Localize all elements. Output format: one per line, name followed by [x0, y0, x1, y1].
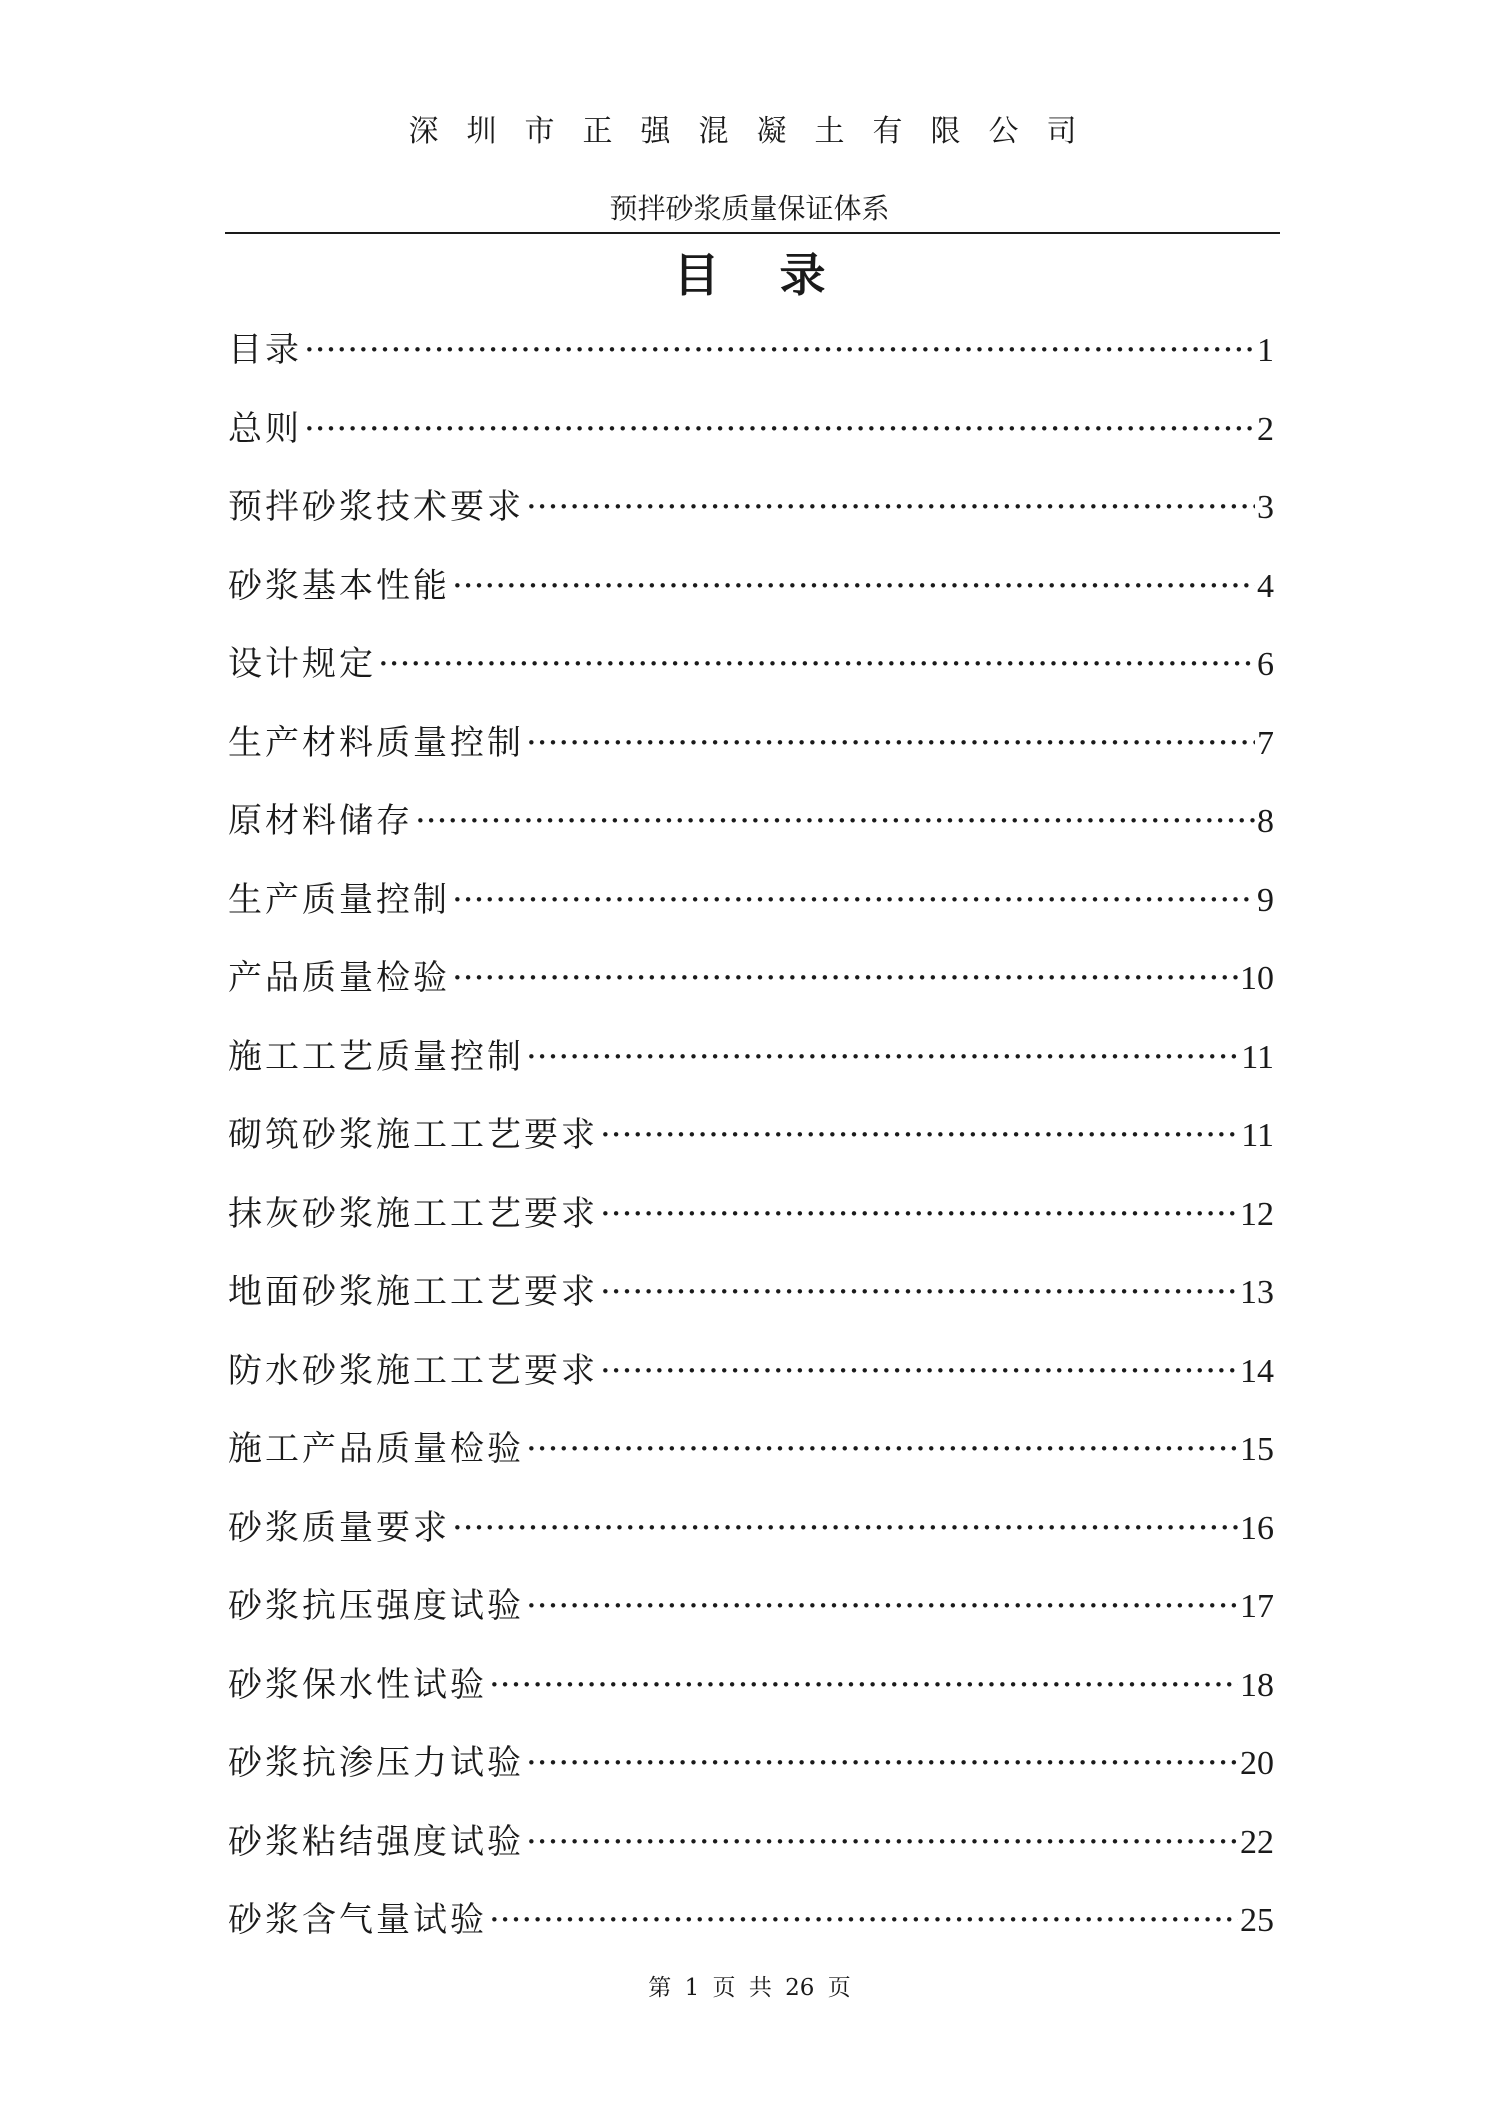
toc-dot-leader: [526, 479, 1255, 535]
toc-dot-leader: [526, 1421, 1238, 1477]
toc-entry-label: 施工工艺质量控制: [228, 1036, 524, 1077]
toc-dot-leader: [526, 1029, 1239, 1085]
toc-entry[interactable]: [228, 793, 1274, 872]
toc-entry[interactable]: [228, 1343, 1274, 1422]
toc-entry[interactable]: [228, 1186, 1274, 1265]
toc-entry[interactable]: [228, 479, 1274, 558]
toc-dot-leader: [526, 715, 1255, 771]
toc-entry-page: 3: [1257, 489, 1274, 526]
table-of-contents: [228, 322, 1274, 1971]
toc-entry-label: 砂浆抗压强度试验: [228, 1586, 524, 1626]
company-name: 深圳市正强混凝土有限公司: [408, 114, 1105, 149]
toc-entry-label: 预拌砂浆技术要求: [228, 487, 524, 527]
toc-dot-leader: [489, 1657, 1238, 1713]
toc-dot-leader: [600, 1107, 1239, 1163]
toc-entry-page: 14: [1240, 1352, 1274, 1390]
toc-entry[interactable]: [228, 1735, 1274, 1814]
toc-dot-leader: [526, 1578, 1238, 1634]
toc-dot-leader: [452, 950, 1238, 1006]
toc-dot-leader: [415, 793, 1255, 849]
toc-entry-page: 22: [1240, 1823, 1274, 1861]
toc-entry[interactable]: [228, 1578, 1274, 1657]
toc-entry[interactable]: [228, 558, 1274, 637]
toc-entry[interactable]: [228, 1657, 1274, 1736]
toc-dot-leader: [378, 636, 1255, 692]
toc-entry[interactable]: [228, 1814, 1274, 1893]
toc-entry-page: 10: [1240, 960, 1274, 997]
toc-entry[interactable]: [228, 1107, 1274, 1186]
toc-entry-page: 17: [1240, 1588, 1274, 1625]
toc-dot-leader: [452, 872, 1255, 928]
toc-entry-page: 9: [1257, 881, 1274, 919]
toc-entry-label: 目录: [228, 330, 302, 370]
toc-entry-label: 施工产品质量检验: [228, 1429, 524, 1469]
page-footer: 第 1 页 共 26 页: [648, 1975, 851, 2001]
toc-dot-leader: [452, 558, 1255, 614]
toc-entry[interactable]: [228, 715, 1274, 794]
toc-entry-page: 13: [1240, 1274, 1274, 1311]
toc-entry[interactable]: [228, 401, 1274, 480]
toc-entry-label: 地面砂浆施工工艺要求: [228, 1272, 598, 1312]
toc-entry-page: 20: [1240, 1745, 1274, 1782]
toc-entry-page: 11: [1241, 1038, 1274, 1076]
toc-dot-leader: [489, 1892, 1238, 1948]
toc-entry[interactable]: [228, 1500, 1274, 1579]
toc-entry-label: 防水砂浆施工工艺要求: [228, 1350, 598, 1391]
toc-entry[interactable]: [228, 1264, 1274, 1343]
toc-entry-label: 砂浆抗渗压力试验: [228, 1743, 524, 1783]
header-rule: [225, 232, 1280, 234]
toc-entry-label: 设计规定: [228, 644, 376, 684]
toc-entry-label: 砂浆粘结强度试验: [228, 1821, 524, 1862]
toc-entry-page: 15: [1240, 1431, 1274, 1468]
toc-entry-page: 2: [1257, 410, 1274, 448]
toc-entry[interactable]: [228, 322, 1274, 401]
toc-entry-page: 11: [1241, 1117, 1274, 1154]
toc-entry-page: 6: [1257, 646, 1274, 683]
toc-entry[interactable]: [228, 950, 1274, 1029]
toc-dot-leader: [526, 1814, 1238, 1870]
toc-entry-label: 原材料储存: [228, 801, 413, 841]
toc-entry[interactable]: [228, 1029, 1274, 1108]
toc-entry-page: 16: [1240, 1509, 1274, 1547]
toc-entry-page: 1: [1257, 332, 1274, 369]
toc-entry-page: 25: [1240, 1902, 1274, 1939]
toc-entry[interactable]: [228, 1421, 1274, 1500]
toc-dot-leader: [452, 1500, 1238, 1556]
toc-entry-label: 砂浆含气量试验: [228, 1900, 487, 1940]
toc-dot-leader: [304, 322, 1255, 378]
toc-entry-label: 砌筑砂浆施工工艺要求: [228, 1115, 598, 1155]
toc-entry-label: 抹灰砂浆施工工艺要求: [228, 1193, 598, 1234]
toc-dot-leader: [600, 1343, 1238, 1399]
toc-entry[interactable]: [228, 1892, 1274, 1971]
toc-title: 目录: [673, 248, 886, 302]
toc-entry-page: 12: [1240, 1195, 1274, 1233]
toc-entry-label: 生产质量控制: [228, 879, 450, 920]
toc-entry-page: 4: [1257, 567, 1274, 605]
toc-entry[interactable]: [228, 872, 1274, 951]
document-subtitle: 预拌砂浆质量保证体系: [609, 192, 890, 225]
toc-entry-label: 产品质量检验: [228, 958, 450, 998]
toc-dot-leader: [600, 1264, 1238, 1320]
toc-entry-label: 总则: [228, 408, 302, 449]
toc-entry-label: 砂浆保水性试验: [228, 1664, 487, 1705]
toc-entry-label: 砂浆质量要求: [228, 1507, 450, 1548]
toc-entry-page: 7: [1257, 724, 1274, 762]
toc-dot-leader: [600, 1186, 1238, 1242]
toc-dot-leader: [304, 401, 1255, 457]
toc-dot-leader: [526, 1735, 1238, 1791]
toc-entry-page: 18: [1240, 1666, 1274, 1704]
toc-entry-label: 砂浆基本性能: [228, 565, 450, 606]
toc-entry-label: 生产材料质量控制: [228, 722, 524, 763]
toc-entry[interactable]: [228, 636, 1274, 715]
toc-entry-page: 8: [1257, 803, 1274, 840]
